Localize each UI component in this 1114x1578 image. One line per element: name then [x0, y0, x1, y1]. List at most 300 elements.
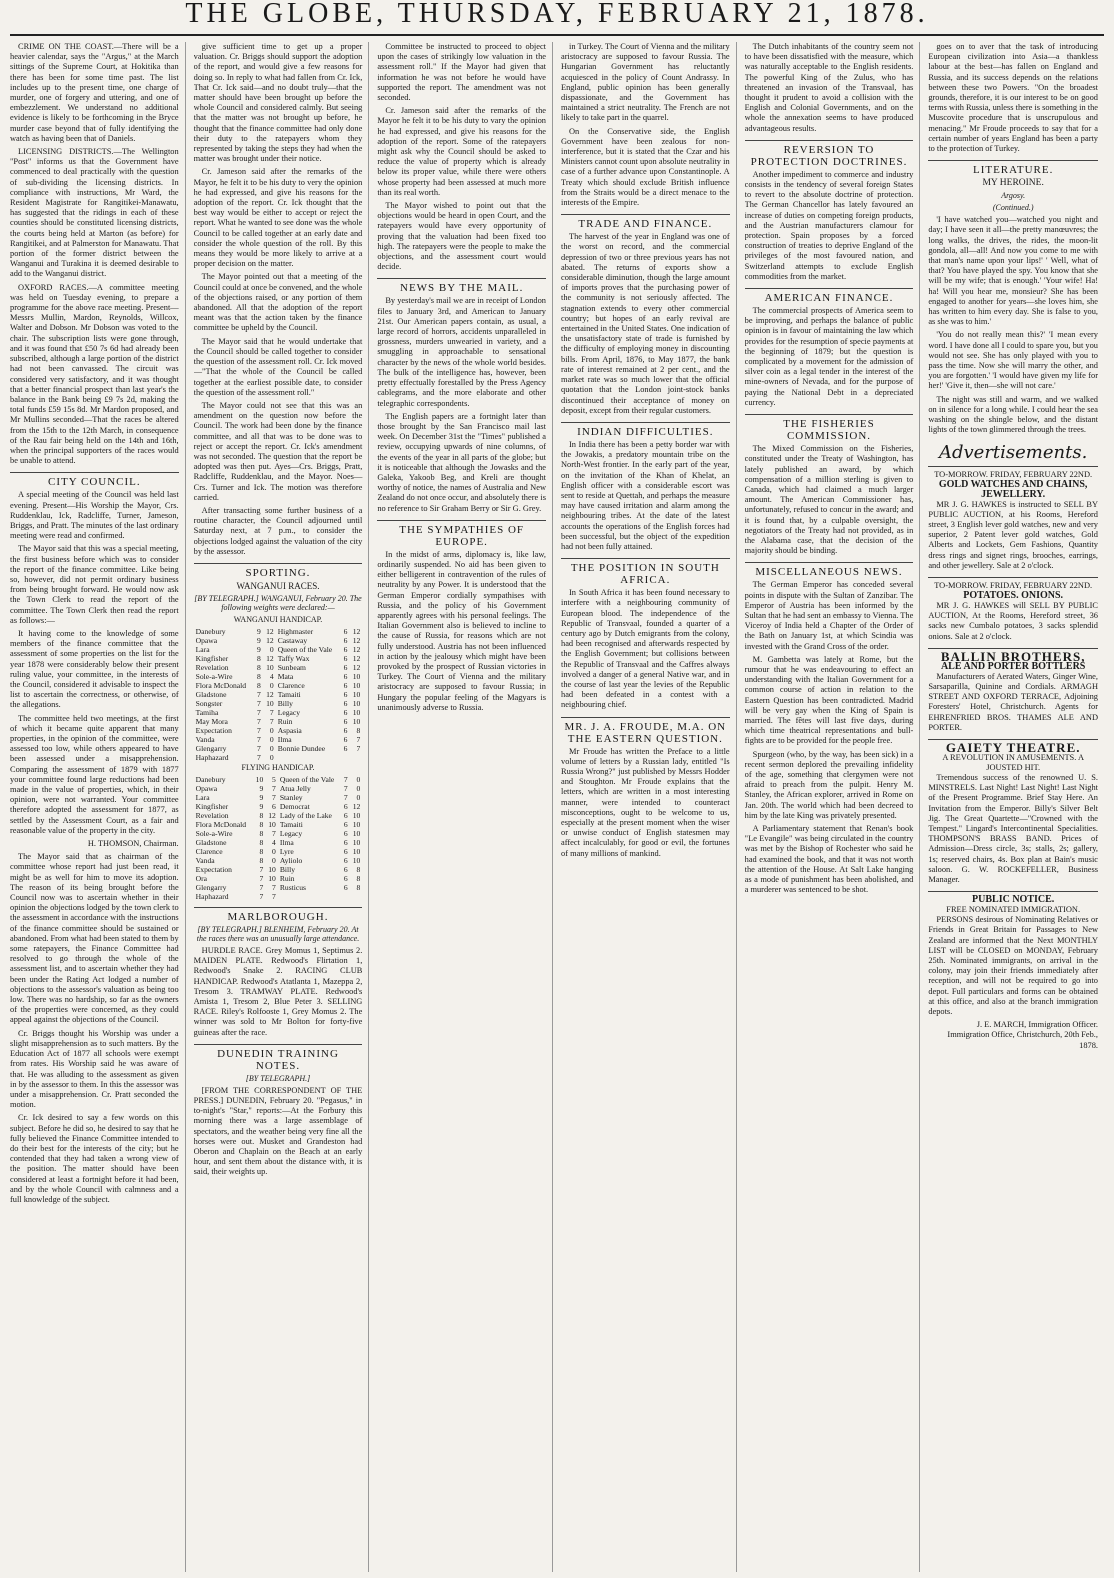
race-entry-row [194, 735, 363, 744]
race-entry-row [194, 856, 363, 865]
weight-value: 10 [268, 873, 276, 883]
ad-gaiety-theatre [928, 739, 1098, 891]
weight-value: 7 [259, 882, 264, 892]
ad-gold-watches [928, 466, 1098, 577]
weight-value: 6 [343, 671, 348, 681]
ad-heading: GAIETY THEATRE. [945, 739, 1081, 755]
weight-value: 8 [259, 810, 264, 820]
weight-value: 10 [352, 698, 361, 708]
horse-name: Queen of the Vale [277, 644, 333, 654]
article-paragraph: Spurgeon (who, by the way, has been sick) in a recent sermon deplored the prevailing infidelity of the age, something that clergymen were not afraid to preach from the pulpit. Henry M. Stanley, the African explorer, arrived in Rome on Jan. 20th. The world which had been decreed to him by the late King was privately presented. [744, 749, 914, 820]
horse-name [276, 753, 341, 762]
race-entry-row [194, 820, 363, 829]
article-paragraph: Cr. Ick desired to say a few words on this subject. Before he did so, he desired to say that he fully believed the Finance Committee intended to do their best for the interests of the city; but he contended that they had taken a wrong view of the position. The matter should have been considered at least a fortnight before it had been, and by the whole Council with calmness and a full knowledge of the subject. [10, 1113, 179, 1204]
race-entry-row [194, 802, 363, 811]
weight-value: 7 [257, 698, 261, 708]
horse-name: Clarence [277, 680, 305, 690]
ad-heading: POTATOES. ONIONS. [963, 589, 1064, 601]
horse-name: Legacy [279, 828, 303, 838]
ad-body: MR J. G. HAWKES is instructed to SELL BY PUBLIC AUCTION, at his Rooms, Hereford street, 3 English lever gold watches, new and very superior, 2 Patent lever gold watches, Gold Alberts and Lockets, Gem Fashions, Quantity dress rings and signet rings, brooches, earrings, and other jewellery. Sale at 2 o'clock. [928, 499, 1098, 570]
weight-value: 7 [356, 743, 361, 753]
ad-subheading: FREE NOMINATED IMMIGRATION. [946, 905, 1081, 915]
section-heading: MARLBOROUGH. [194, 907, 363, 923]
race-entry-row [194, 811, 363, 820]
weight-value: 10 [352, 680, 361, 690]
horse-name: Revelation [195, 810, 229, 820]
race-entry-row [194, 654, 363, 663]
race-entry-row [194, 672, 363, 681]
section-heading: SPORTING. [194, 563, 363, 579]
ad-date: TO-MORROW. FRIDAY, FEBRUARY 22ND. [934, 469, 1093, 479]
weight-value: 0 [356, 783, 361, 793]
horse-name: Flora McDonald [195, 680, 247, 690]
weight-value: 6 [343, 846, 348, 856]
weight-value: 6 [343, 716, 348, 726]
ad-heading: BALLIN BROTHERS, [940, 648, 1086, 664]
article-paragraph: Cr. Briggs thought his Worship was under a slight misapprehension as to such matters. By the Education Act of 1877 all schools were exempt from rates. His Worship said he was aware of that. He was alluding to the assessment as given in by the assessor to them. In this the assessor was under a misapprehension. Cr. Pratt seconded the motion. [10, 1028, 179, 1110]
weight-value: 8 [356, 864, 361, 874]
weight-value: 7 [272, 828, 276, 838]
article-paragraph: On the Conservative side, the English Government have been zealous for non-interference, but it is stated that the Czar and his Ministers cannot count upon absolute neutrality in case of a further advance upon Constantinople. A Treaty which should exclude British influence from the Straits would be a direct menace to the interests of the Empire. [561, 126, 730, 208]
section-heading: REVERSION TO PROTECTION DOCTRINES. [745, 140, 914, 168]
weight-value: 4 [269, 671, 274, 681]
weight-value: 7 [269, 716, 274, 726]
weight-value: 9 [257, 626, 261, 636]
dateline: [BY TELEGRAPH.] [245, 1073, 311, 1083]
horse-name: Gladstone [195, 689, 227, 699]
horse-name: Queen of the Vale [279, 774, 335, 784]
horse-name: Lara [195, 792, 210, 802]
article-paragraph: give sufficient time to get up a proper valuation. Cr. Briggs should support the adoption of the report, and would give a few reasons for doing so. In reply to what had fallen from Cr. Ick, That Cr. Ick said—and no doubt truly—that the matter should have been brought up before the whole Council and considered calmly. But seeing that the matter was not brought up before, he thought that the finance committee had only done their duty to the ratepayers whom they represented by taking the steps they had when the matter was brought under their notice. [193, 42, 363, 164]
horse-name: Tamaiti [279, 819, 303, 829]
article-paragraph: By yesterday's mail we are in receipt of London files to January 3rd, and American to January 21st. Our American papers contain, as usual, a large record of horrors, accidents unparalleled in grossness, murders unwearied in variety, and a smuggling in approachable to sensational character by the news of the whole world besides. The bulk of the intelligence has, however, been pretty effectually forestalled by the Press Agency cablegrams, and the more elaborate and other telegraphic correspondents. [377, 296, 546, 408]
section-heading: MISCELLANEOUS NEWS. [745, 562, 914, 578]
race-entry-row [194, 874, 363, 883]
weight-value: 5 [272, 774, 276, 784]
race-title: WANGANUI HANDICAP. [233, 614, 323, 624]
horse-name: Opawa [195, 635, 218, 645]
section-heading: CITY COUNCIL. [10, 472, 179, 488]
handicap-table [194, 627, 363, 762]
race-entry-row [194, 847, 363, 856]
weight-value: 10 [266, 698, 274, 708]
section-heading: THE FISHERIES COMMISSION. [745, 414, 914, 442]
weight-value: 9 [259, 801, 264, 811]
weight-value: 8 [259, 846, 264, 856]
horse-name: Castaway [277, 635, 308, 645]
sub-heading: WANGANUI RACES. [236, 580, 320, 591]
weight-value: 8 [257, 671, 261, 681]
race-entry-row [194, 717, 363, 726]
column-4 [561, 42, 737, 1572]
weight-value: 6 [343, 810, 348, 820]
race-title: FLYING HANDICAP. [241, 762, 315, 772]
horse-name: Flora McDonald [195, 819, 247, 829]
weight-value: 8 [257, 662, 261, 672]
ad-body: Tremendous success of the renowned U. S. MINSTRELS. Last Night! Last Night! Last Night of the Present Programme. Brief Stay Here. An Invitation from the Emperor. Billy's Silver Belt Jig. The Great Quartette—"Crowned with the Tempest." Lingard's Intercontinental Specialities. THOMPSON'S BRASS BAND. Prices of Admission—Dress circle, 3s; stalls, 2s; gallery, 1s; reserved chairs, 4s. Box plan at Bain's music saloon. G. W. ROCKEFELLER, Business Manager. [928, 772, 1098, 884]
weight-value: 0 [269, 725, 274, 735]
article-paragraph: LICENSING DISTRICTS.—The Wellington "Post" informs us that the Government have commenced to deal practically with the question of sub-dividing the licensing districts. In compliance with instructions, Mr Ward, the Resident Magistrate for Rangitikei-Manawatu, has suggested that the ridings in each of these counties should be constituted licensing districts, the courts being held at Marton (as before) for Rangitikei, and at Palmerston for Manawatu. That portion of the former district between the Wanganui and Turakina it is deemed desirable to add to the Wanganui district. [10, 147, 179, 279]
article-paragraph: CRIME ON THE COAST.—There will be a heavier calendar, says the "Argus," at the March sittings of the Supreme Court, at Hokitika than there has been for some time past. The list includes up to the present time, one charge of murder, one of forgery and uttering, and one of embezzlement. We understand no additional evidence is likely to be forthcoming in the Bryce murder case beyond that of fully identifying the watch as having been that of Daniels. [10, 42, 179, 143]
ad-subheading: ALE AND PORTER BOTTLERS [940, 660, 1086, 672]
weight-value: 10 [352, 671, 361, 681]
weight-value: 10 [352, 855, 361, 865]
horse-name: Tamaiti [277, 689, 301, 699]
horse-name: Danebury [195, 774, 226, 784]
newspaper-title: THE GLOBE, THURSDAY, FEBRUARY 21, 1878. [185, 0, 929, 29]
ad-body: Manufacturers of Aerated Waters, Ginger Wine, Sarsaparilla, Quinine and Cordials. ARMAGH STREET AND OXFORD TERRACE, Adjoining Foresters' Hotel, Christchurch. Agents for EHRENFRIED BROS. THAMES ALE AND PORTER. [928, 671, 1098, 732]
weight-value: 6 [343, 819, 348, 829]
horse-name: Ayliolo [279, 855, 303, 865]
article-paragraph: The committee held two meetings, at the first of which it became quite apparent that many properties, in the opinion of the committee, were assessed too low, while others appeared to have been assessed under a misapprehension. Comparing the assessment of 1879 with 1877 your committee found large reductions had been made in the value of properties, which, in their opinion, were not warranted. Your committee therefore adopted the assessment for 1877, as settled by the Assessment Court, as a fair and reasonable value of the property in the city. [10, 713, 179, 835]
weight-value: 12 [352, 662, 361, 672]
article-paragraph: The Mayor wished to point out that the objections would be heard in open Court, and the ratepayers would have every opportunity of proving that the valuation had been fixed too high. The ratepayers were the people to make the objections, and the assessment court would decide. [377, 201, 546, 272]
column-5 [745, 42, 921, 1572]
horse-name: Sunbeam [277, 662, 306, 672]
weight-value: 7 [257, 725, 261, 735]
race-entry-row [194, 708, 363, 717]
weight-value: 7 [259, 864, 264, 874]
section-heading: TRADE AND FINANCE. [561, 214, 730, 230]
flying-table [194, 775, 363, 901]
horse-name: Vanda [195, 734, 215, 744]
race-entry-row [194, 636, 363, 645]
weight-value: 6 [343, 725, 348, 735]
story-paragraph: The night was still and warm, and we walked on in silence for a long while. I could hear the sea washing on the shingle below, and the distant lights of the town glimmered through the trees. [928, 394, 1098, 435]
article-paragraph: The German Emperor has conceded several points in dispute with the Sultan of Zanzibar. The Emperor of Austria has been informed by the Sultan that he had sent an embassy to Vienna. The Viceroy of India held a Chapter of the Order of the Bath on January 1st, at which Scindia was invested with the Grand Cross of the order. [744, 580, 914, 651]
weight-value: 4 [272, 837, 276, 847]
horse-name: Sole-a-Wire [195, 671, 233, 681]
horse-name: Bonnie Dundee [277, 743, 326, 753]
weight-value: 8 [356, 882, 361, 892]
section-heading: THE SYMPATHIES OF EUROPE. [377, 520, 546, 548]
article-paragraph: The Mayor could not see that this was an amendment on the question now before the Council. The work had been done by the finance committee, and all that was to be done was to reject or accept the report. Cr. Ick's amendment was not seconded. The question that the report be adopted was then put. Ayes—Crs. Briggs, Pratt, Radcliffe, Ruddenklau, and the Mayor. Noes—Crs. Turner and Ick. The motion was therefore carried. [193, 400, 363, 502]
horse-name: Gladstone [195, 837, 227, 847]
weight-value: 6 [343, 801, 348, 811]
article-paragraph: In South Africa it has been found necessary to interfere with a neighbouring community of European blood. The independence of the Republic of Transvaal, founded a quarter of a century ago by Dutch emigrants from the colony, had been recognised and afterwards respected by the English Government; but collisions between the Republic of Transvaal and the Caffres always involved a danger of a general Native war, and in the course of last year the levies of the Republic had been defeated in a contest with a neighbouring chief. [561, 588, 730, 710]
horse-name: Ilma [277, 734, 292, 744]
horse-name: Haphazard [195, 752, 229, 762]
weight-value: 6 [343, 743, 348, 753]
race-entry-row [194, 681, 363, 690]
horse-name: Mata [277, 671, 294, 681]
article-paragraph: OXFORD RACES.—A committee meeting was held on Tuesday evening, to prepare a programme for the above race meeting. Present—Messrs Mullin, Mardon, Reynolds, Willcox, Walter and Dobson. Mr Dobson was voted to the chair. The subscription lists were gone through, and it was found that £50 7s 6d had already been subscribed, although a large portion of the district had not been canvassed. The circuit was considered very satisfactory, and it was thought that a better financial prospect than last year's the balance in the Bank being £9 7s 2d, making the total funds £59 15s 8d. Mr Mardon proposed, and Mr Mullins seconded—That the races be altered from the 15th to the 12th March, in consequence of the Rau fair being held on the 14th and 16th, when the principal supporters of the races would be unable to attend. [10, 282, 179, 466]
article-paragraph: The Mixed Commission on the Fisheries, constituted under the Treaty of Washington, has lately published an award, by which compensation of a million sterling is given to Canada, which had claimed a much larger amount. The American Commissioner has, unfortunately, refused to concur in the award; and it is found that, by a culpable oversight, the negotiators of the Treaty had not provided, as in the Alabama case, that the decision of the majority should be binding. [744, 444, 914, 556]
weight-value: 12 [266, 689, 274, 699]
weight-value: 7 [343, 783, 348, 793]
ad-ballin-brothers [928, 648, 1098, 739]
article-paragraph: In the midst of arms, diplomacy is, like law, ordinarily suspended. No aid has been given to either belligerent in contravention of the rules of neutrality by any Power. It is understood that the German Emperor cordially sympathises with Russia, and the policy of his Government apparently agrees with his personal feelings. The Italian Government also is believed to incline to the cause of Russia, for reasons which are not fully understood. Austria has not been influenced in action by the jealousy which might have been provoked by the prospect of Russian victories in Turkey. The Court of Vienna and the military aristocracy are supposed to favour Russia; in Hungary the popular feeling of the Magyars is unanimously adverse to Russia. [377, 549, 546, 712]
advertisements-heading: Advertisements. [938, 441, 1088, 463]
horse-name: Danebury [195, 626, 226, 636]
weight-value: 7 [257, 743, 261, 753]
section-heading: THE POSITION IN SOUTH AFRICA. [561, 558, 730, 586]
section-heading: DUNEDIN TRAINING NOTES. [194, 1044, 363, 1072]
columns [10, 42, 1104, 1572]
weight-value: 6 [343, 837, 348, 847]
horse-name: Lyre [279, 846, 294, 856]
story-title: MY HEROINE. [982, 178, 1044, 189]
weight-value: 8 [259, 828, 264, 838]
article-paragraph: The Mayor said that he would undertake that the Council should be called together to consider the question of the assessment roll. Cr. Ick moved—"That the whole of the Council be called together at the earliest possible date, to consider the question of the assessment roll." [193, 336, 363, 397]
section-heading: INDIAN DIFFICULTIES. [561, 422, 730, 438]
weight-value [349, 753, 362, 762]
weight-value: 8 [257, 653, 261, 663]
dateline: [BY TELEGRAPH.] WANGANUI, February 20. The following weights were declared:— [194, 593, 362, 612]
article-paragraph: goes on to aver that the task of introducing European civilization into Asia—a thankless labour at the best—has fallen on England and Russia, and its success depends on the relations between these two Powers. "On the broadest grounds, therefore, it is our interest to be on good terms with Russia, unless there is something in the Muscovite procedure that is unscrupulous and menacing." Mr Froude proceeds to say that for a certain number of years England has been a party to the protection of Turkey. [928, 42, 1098, 154]
dateline: [BY TELEGRAPH.] BLENHEIM, February 20. At the races there was an unusually large attendance. [196, 924, 360, 943]
article-paragraph: Cr. Jameson said after the remarks of the Mayor he felt it to be his duty to vary the opinion he had expressed, and give his reasons for the adoption of the report. Some of the ratepayers might ask why the Council should be asked to reduce the value of property which is already below its proper value, while there were others whose property had been assessed at much more than its real worth. [377, 106, 546, 197]
column-2 [194, 42, 370, 1572]
horse-name: Kingfisher [195, 653, 229, 663]
race-entry-row [194, 883, 363, 892]
horse-name: Aspasia [277, 725, 302, 735]
weight-value: 12 [268, 810, 276, 820]
weight-value: 7 [257, 752, 261, 762]
race-entry-row [194, 627, 363, 636]
weight-value: 6 [343, 689, 348, 699]
weight-value: 10 [352, 828, 361, 838]
weight-value: 0 [272, 855, 276, 865]
weight-value: 12 [266, 626, 274, 636]
weight-value: 7 [259, 891, 264, 901]
weight-value: 0 [269, 644, 274, 654]
weight-value: 8 [259, 819, 264, 829]
weight-value: 6 [272, 801, 276, 811]
horse-name: Lady of the Lake [279, 810, 332, 820]
article-paragraph: in Turkey. The Court of Vienna and the military aristocracy are supposed to favour Russia. The Hungarian Government has reluctantly acquiesced in the policy of Count Andrassy. In England, public opinion has been generally dispassionate, and the Government has maintained a strict neutrality. The French are not likely to take part in the quarrel. [561, 42, 730, 123]
horse-name: Legacy [277, 707, 301, 717]
weight-value: 10 [352, 689, 361, 699]
weight-value: 6 [343, 855, 348, 865]
horse-name: Ruin [277, 716, 293, 726]
horse-name: Kingfisher [195, 801, 229, 811]
weight-value: 6 [343, 644, 348, 654]
horse-name: Taffy Wax [277, 653, 310, 663]
weight-value: 12 [352, 635, 361, 645]
weight-value: 6 [343, 707, 348, 717]
weight-value: 6 [343, 882, 348, 892]
article-paragraph: Committee be instructed to proceed to object upon the cases of strikingly low valuation in the assessment roll." If the Mayor had given that information he was not before he would have supported the report. The amendment was not seconded. [377, 42, 546, 103]
weight-value [341, 892, 349, 901]
article-paragraph: [FROM THE CORRESPONDENT OF THE PRESS.] DUNEDIN, February 20. "Pegasus," in to-night's "Star," reports:—At the Forbury this morning there was a large assemblage of spectators, and the weather being very fine all the horses were out. Musket and Grandeston had Oberon and Chaplain on the Beach at an early hour, and sent them about the distance with, it is said, their weights up. [193, 1085, 363, 1177]
horse-name: Rusticus [279, 882, 306, 892]
race-entry-row [194, 726, 363, 735]
weight-value: 7 [356, 734, 361, 744]
weight-value: 7 [257, 707, 261, 717]
race-results: HURDLE RACE. Grey Momus 1, Septimus 2. MAIDEN PLATE. Redwood's Flirtation 1, Redwood's Snake 2. RACING CLUB HANDICAP. Redwood's Atatlanta 1, Mazeppa 2, Tresom 3. TRAMWAY PLATE. Redwood's Amista 1, Tresom 2, Blue Peter 3. SELLING RACE. Riley's Rolfooste 1, Grey Momus 2. The winner was sold to Mr Bolton for forty-five guineas after the race. [193, 945, 363, 1037]
weight-value: 6 [343, 653, 348, 663]
horse-name: Atua Jelly [279, 783, 311, 793]
weight-value: 8 [257, 680, 261, 690]
signature: H. THOMSON, Chairman. [87, 839, 179, 849]
article-paragraph: After transacting some further business of a routine character, the Council adjourned until Saturday next, at 7 p.m., to consider the objections lodged against the valuation of the city by the assessor. [193, 505, 363, 556]
weight-value: 12 [266, 635, 274, 645]
horse-name: May Mora [195, 716, 228, 726]
weight-value: 6 [343, 662, 348, 672]
weight-value: 9 [257, 644, 261, 654]
race-entry-row [194, 784, 363, 793]
horse-name: Songster [195, 698, 223, 708]
weight-value: 6 [343, 864, 348, 874]
weight-value: 8 [356, 725, 361, 735]
article-paragraph: Another impediment to commerce and industry consists in the tendency of several foreign States to revert to the absolute doctrine of protection. The German Chancellor has lately favoured an increase of duties on competing foreign products, and the Austrian manufacturers clamour for protection. Spain proposes by a forced construction of treaties to deprive England of the privileges of the most favoured nation, and Switzerland attempts to exclude English commodities from the market. [744, 169, 914, 281]
column-3 [377, 42, 553, 1572]
horse-name: Glengarry [195, 743, 227, 753]
masthead [10, 0, 1104, 36]
weight-value: 0 [356, 774, 361, 784]
weight-value: 7 [269, 707, 274, 717]
horse-name: Revelation [195, 662, 229, 672]
column-1 [10, 42, 186, 1572]
weight-value: 7 [257, 716, 261, 726]
ad-body: PERSONS desirous of Nominating Relatives or Friends in Great Britain for Passages to New Zealand are informed that the Next MONTHLY LIST will be CLOSED on MONDAY, February 25th. Nominated immigrants, on arrival in the colony, may join their friends immediately after reception, and will not be required to go into depot. Full particulars and forms can be obtained at this office, and also at the branch immigration depots. [928, 915, 1098, 1017]
horse-name: Clarence [195, 846, 223, 856]
weight-value: 10 [268, 819, 276, 829]
story-source: Argosy. [1001, 191, 1026, 201]
article-paragraph: The commercial prospects of America seem to be improving, and perhaps the balance of public opinion is in favour of maintaining the law which provides for the resumption of specie payments at the beginning of 1879; but the question is complicated by a movement for the admission of silver coin as a legal tender in the interest of the mine-owners of Nevada, and for the purpose of paying the National Debt in a depreciated currency. [744, 306, 914, 407]
weight-value: 10 [352, 716, 361, 726]
weight-value: 7 [257, 689, 261, 699]
article-paragraph: It having come to the knowledge of some members of the finance committee that the assessment of some properties on the list for the year 1878 were considerably below their present ruling value, your committee, in the interests of the Council, considered it advisable to inspect the list to ascertain the correctness, or otherwise, of the allegations. [10, 628, 179, 710]
article-paragraph: In India there has been a petty border war with the Jowakis, a predatory mountain tribe on the North-West frontier. In the early part of the year, on the invitation of the Khan of Khelat, an English officer with a considerable escort was sent to reside at Quettah, and perhaps the measure may have caused irritation and alarm among the neighbouring tribes. At the date of the latest accounts the operations of the English forces had been successful, but the object of the expedition had not been fully attained. [561, 439, 730, 551]
race-entry-row [194, 775, 363, 784]
weight-value: 10 [352, 819, 361, 829]
weight-value: 6 [343, 873, 348, 883]
horse-name: Ilma [279, 837, 294, 847]
race-entry-row [194, 892, 363, 901]
horse-name: Billy [277, 698, 293, 708]
weight-value: 9 [257, 635, 261, 645]
ad-subheading: A REVOLUTION IN AMUSEMENTS. A JOUSTED HIT. [942, 752, 1084, 772]
article-paragraph: The harvest of the year in England was one of the worst on record, and the commercial depression of two or three previous years has not abated. The returns of exports show a considerable diminution, though the large amount of imports proves that the purchasing power of the community is not seriously affected. The stagnation extends to every other commercial country; but hopes of an early revival are entertained in the United States. One indication of the unsatisfactory state of trade is furnished by the difficulty of employing money in discounting bills. From April, 1876, to May 1877, the bank rate of interest remained at 2 per cent., and the market rate was so much lower that the official quotation that the London joint-stock banks discontinued their acceptance of money on deposit, except from their regular customers. [561, 232, 730, 415]
article-paragraph: Mr Froude has written the Preface to a little volume of letters by a Russian lady, entitled "Is Russia Wrong?" just published by Messrs Hodder and Stoughton. Mr Froude explains that the letters, which are written in a most interesting manner, were intended to counteract misconceptions, ought to be welcome to us, especially at the present moment when the wiser or unwise conduct of English statesmen may affect incalculably, for good or evil, the fortunes of many millions of mankind. [561, 746, 730, 858]
ad-heading: PUBLIC NOTICE. [972, 894, 1055, 906]
race-entry-row [194, 838, 363, 847]
horse-name [278, 892, 341, 901]
article-paragraph: The Dutch inhabitants of the country seem not to have been dissatisfied with the measure, which was naturally acceptable to the English residents. The powerful King of the Zulus, who has threatened an invasion of the Transvaal, has thought it prudent to avoid a collision with the English and Colonial Governments, and on the whole the annexation seems to have produced advantageous results. [744, 42, 914, 133]
horse-name: Ruin [279, 873, 295, 883]
weight-value: 12 [352, 626, 361, 636]
weight-value: 7 [272, 891, 276, 901]
horse-name: Democrat [279, 801, 310, 811]
article-paragraph: The Mayor said that as chairman of the committee whose report had just been read, it might be as well for him to move its adoption. The reason of its being brought before the Council now was to ascertain whether in their opinion the objections lodged by the town clerk to the assessment in accordance with the instructions of the finance committee should be sustained or abandoned. From what had been stated to them by some ratepayers, the Finance Committee had resolved to go through the whole of the assessment list, and to ascertain whether they had been under the Rating Act lodged a number of objections to the assessor's valuation as being too low. There was no hardship, so far as the owners of the properties were concerned, as they could appeal against the objections of the Council. [10, 852, 179, 1025]
race-entry-row [194, 793, 363, 802]
weight-value: 0 [272, 846, 276, 856]
weight-value: 7 [272, 783, 276, 793]
weight-value: 6 [343, 828, 348, 838]
weight-value: 10 [352, 707, 361, 717]
weight-value: 7 [343, 792, 348, 802]
ad-signature: J. E. MARCH, Immigration Officer. Immigration Office, Christchurch, 20th Feb., 1878. [947, 1020, 1098, 1050]
weight-value: 0 [269, 734, 274, 744]
horse-name: Expectation [195, 864, 232, 874]
horse-name: Haphazard [195, 891, 229, 901]
weight-value: 9 [259, 792, 264, 802]
weight-value: 10 [268, 864, 276, 874]
column-6 [928, 42, 1104, 1572]
weight-value: 6 [343, 734, 348, 744]
weight-value: 0 [269, 743, 274, 753]
weight-value: 6 [343, 626, 348, 636]
weight-value: 10 [255, 774, 264, 784]
article-paragraph: The English papers are a fortnight later than those brought by the San Francisco mail last week. On December 31st the "Times" published a review, occupying upwards of nine columns, of the events of the year in all parts of the globe; but it is noticeable that although the Jowasks and the Galeka, Yakoob Beg, and Kreli are thought worthy of notice, the names of Australia and New Zealand do not once occur, and absolutely there is no reference to Sir Graham Berry or Sir G. Grey. [377, 411, 546, 513]
story-paragraph: 'I have watched you—watched you night and day; I have seen it all—the pretty manœuvres; the long walks, the drives, the rides, the moon-lit gondola, all—all! And now you come to me with that man's name upon your lips!' ' Well, what of that? You have played the spy. You know that she will be my wife; that is enough.' 'Your wife! Ha! ha! Will you hear me, monsieur? She has been engaged to another for years—she loves him, she has written to him every day. She is false to you, as she was to him.' [928, 215, 1098, 327]
section-heading: LITERATURE. [928, 160, 1098, 176]
horse-name: Sole-a-Wire [195, 828, 233, 838]
weight-value: 7 [272, 792, 276, 802]
weight-value: 10 [352, 810, 361, 820]
article-paragraph: M. Gambetta was lately at Rome, but the rumour that he was endeavouring to effect an understanding with the Italian Government for a common course of action in relation to the Eastern Question has been contradicted. Madrid will be very gay when the King of Spain is married. The fêtes will last five days, during which time theatrical representations and bull-fights are to be provided for the people free. [744, 654, 914, 746]
weight-value: 8 [356, 873, 361, 883]
race-entry-row [194, 829, 363, 838]
article-paragraph: A Parliamentary statement that Renan's book "Le Evangile" was being circulated in the country was met by the Bishop of Rochester who said he had examined the book, and that it was not worth the attention of the House. At Salt Lake hanging as a mode of punishment has been abolished, and a murderer was sentenced to be shot. [744, 824, 914, 895]
horse-name: Billy [279, 864, 296, 874]
race-entry-row [194, 690, 363, 699]
race-entry-row [194, 865, 363, 874]
weight-value: 0 [356, 792, 361, 802]
weight-value: 8 [259, 837, 264, 847]
section-heading: MR. J. A. FROUDE, M.A. ON THE EASTERN QUESTION. [561, 717, 730, 745]
weight-value: 8 [259, 855, 264, 865]
horse-name: Ora [195, 873, 208, 883]
section-heading: NEWS BY THE MAIL. [377, 278, 546, 294]
article-paragraph: The Mayor pointed out that a meeting of the Council could at once be convened, and the whole of the objections raised, or any portion of them abandoned. All that the adoption of the report meant was that the action taken by the finance committee be upheld by the Council. [193, 272, 363, 333]
weight-value: 7 [343, 774, 348, 784]
horse-name: Glengarry [195, 882, 227, 892]
weight-value: 6 [343, 698, 348, 708]
weight-value: 12 [266, 653, 274, 663]
weight-value: 12 [352, 644, 361, 654]
section-heading: AMERICAN FINANCE. [745, 288, 914, 304]
horse-name: Stanley [279, 792, 303, 802]
race-entry-row [194, 744, 363, 753]
weight-value: 7 [257, 734, 261, 744]
story-paragraph: 'You do not really mean this?' 'I mean every word. I have done all I could to spare you, but you would not see. She has only played with you to pass the time. Now she will marry the other, and you are forgotten.' 'I would have given my life for her!' 'Give it, then—she will not care.' [928, 330, 1098, 391]
weight-value [341, 753, 350, 762]
weight-value: 10 [266, 662, 274, 672]
weight-value: 7 [259, 873, 264, 883]
ad-public-notice [928, 891, 1098, 1057]
horse-name: Tamiha [195, 707, 219, 717]
weight-value: 10 [352, 846, 361, 856]
horse-name: Lara [195, 644, 210, 654]
race-entry-row [194, 699, 363, 708]
horse-name: Expectation [195, 725, 232, 735]
weight-value [350, 892, 363, 901]
weight-value: 12 [352, 653, 361, 663]
weight-value: 0 [269, 680, 274, 690]
article-paragraph: The Mayor said that this was a special meeting, the first business before which was to consider the report of the finance committee. Like being so, however, did not permit ordinary business from being brought forward. He would now ask the Town Clerk to read the report of the committee. The Town Clerk then read the report as follows:— [10, 544, 179, 625]
article-paragraph: A special meeting of the Council was held last evening. Present—His Worship the Mayor, Crs. Ruddenklau, Ick, Radcliffe, Turner, Jameson, Briggs, and Pratt. The minutes of the last ordinary meeting were read and confirmed. [10, 490, 179, 541]
horse-name: Vanda [195, 855, 215, 865]
ad-heading: GOLD WATCHES AND CHAINS, JEWELLERY. [938, 478, 1088, 500]
weight-value: 6 [343, 635, 348, 645]
ad-body: MR J. G. HAWKES will SELL BY PUBLIC AUCTION, At the Rooms, Hereford street, 36 sacks new Cumbalo potatoes, 3 sacks splendid onions. Sale at 2 o'clock. [928, 600, 1098, 641]
ad-potatoes [928, 577, 1098, 648]
article-paragraph: Cr. Jameson said after the remarks of the Mayor, he felt it to be his duty to very the opinion he had expressed, and give his reasons for the adoption of the report. Cr. Ick thought that the best way would be either to accept or reject the report. What he wanted to see done was the whole Council to be called together at an early date and consider the whole question of the roll. By this means they would be more likely to arrive at a proper decision on the matter. [193, 167, 363, 269]
weight-value: 0 [269, 752, 274, 762]
race-entry-row [194, 753, 363, 762]
race-entry-row [194, 645, 363, 654]
weight-value: 12 [352, 801, 361, 811]
ad-date: TO-MORROW. FRIDAY, FEBRUARY 22ND. [934, 580, 1093, 590]
weight-value: 6 [343, 680, 348, 690]
horse-name: Opawa [195, 783, 218, 793]
weight-value: 10 [352, 837, 361, 847]
weight-value: 7 [272, 882, 276, 892]
continued-label: (Continued.) [992, 203, 1034, 213]
